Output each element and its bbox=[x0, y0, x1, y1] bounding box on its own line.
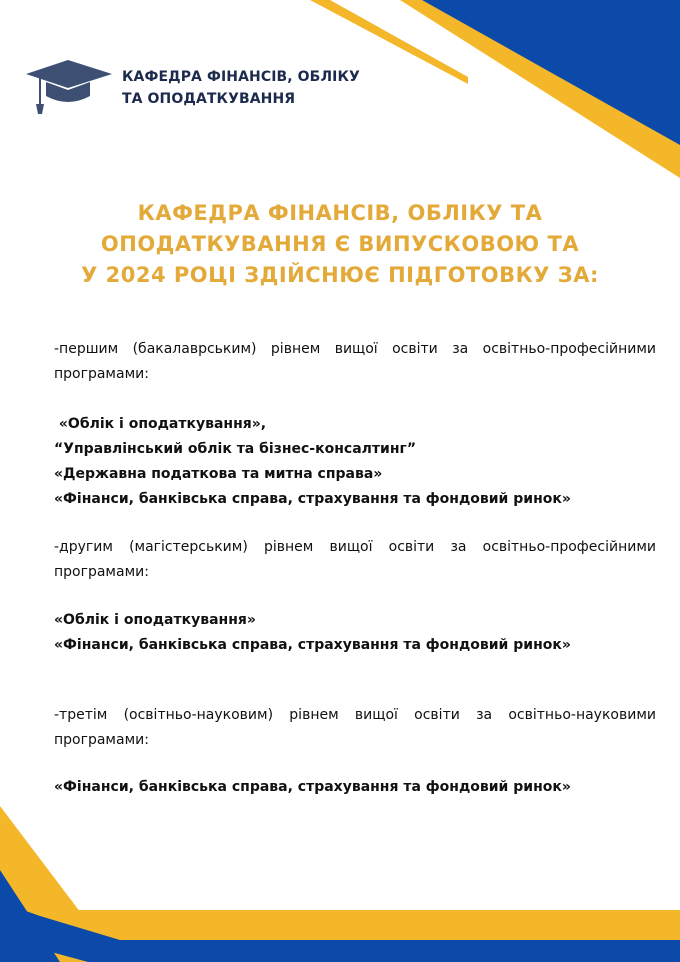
program-list bbox=[54, 337, 656, 800]
program-item: “Управлінський облік та бізнес-консалтинг” bbox=[54, 441, 417, 457]
headline-line2: ОПОДАТКУВАННЯ Є ВИПУСКОВОЮ ТА bbox=[100, 232, 580, 256]
program-item: «Облік і оподаткування» bbox=[54, 612, 256, 628]
phd-level-text: -третім (освітньо-науковим) рівнем вищої освіти за освітньо-науковими програмами: bbox=[54, 707, 656, 748]
program-item: «Державна податкова та митна справа» bbox=[54, 466, 383, 482]
program-item: «Фінанси, банківська справа, страхування та фондовий ринок» bbox=[54, 491, 571, 507]
graduation-cap-icon bbox=[22, 56, 114, 118]
headline-line3: У 2024 РОЦІ ЗДІЙСНЮЄ ПІДГОТОВКУ ЗА: bbox=[81, 263, 599, 287]
phd-programs bbox=[54, 775, 656, 800]
program-item: «Фінанси, банківська справа, страхування та фондовий ринок» bbox=[54, 637, 571, 653]
program-item: «Фінанси, банківська справа, страхування та фондовий ринок» bbox=[54, 779, 571, 795]
headline bbox=[20, 198, 660, 291]
bachelor-programs bbox=[54, 412, 656, 512]
bachelor-level-text: -першим (бакалаврським) рівнем вищої освіти за освітньо-професійними програмами: bbox=[54, 341, 656, 382]
program-item: «Облік і оподаткування», bbox=[54, 416, 267, 432]
department-name-line1: КАФЕДРА ФІНАНСІВ, ОБЛІКУ bbox=[122, 69, 360, 85]
department-name-line2: ТА ОПОДАТКУВАННЯ bbox=[122, 91, 296, 107]
headline-line1: КАФЕДРА ФІНАНСІВ, ОБЛІКУ ТА bbox=[137, 201, 543, 225]
master-programs bbox=[54, 608, 656, 658]
master-level-text: -другим (магістерським) рівнем вищої освіти за освітньо-професійними програмами: bbox=[54, 539, 656, 580]
department-name bbox=[122, 66, 360, 110]
